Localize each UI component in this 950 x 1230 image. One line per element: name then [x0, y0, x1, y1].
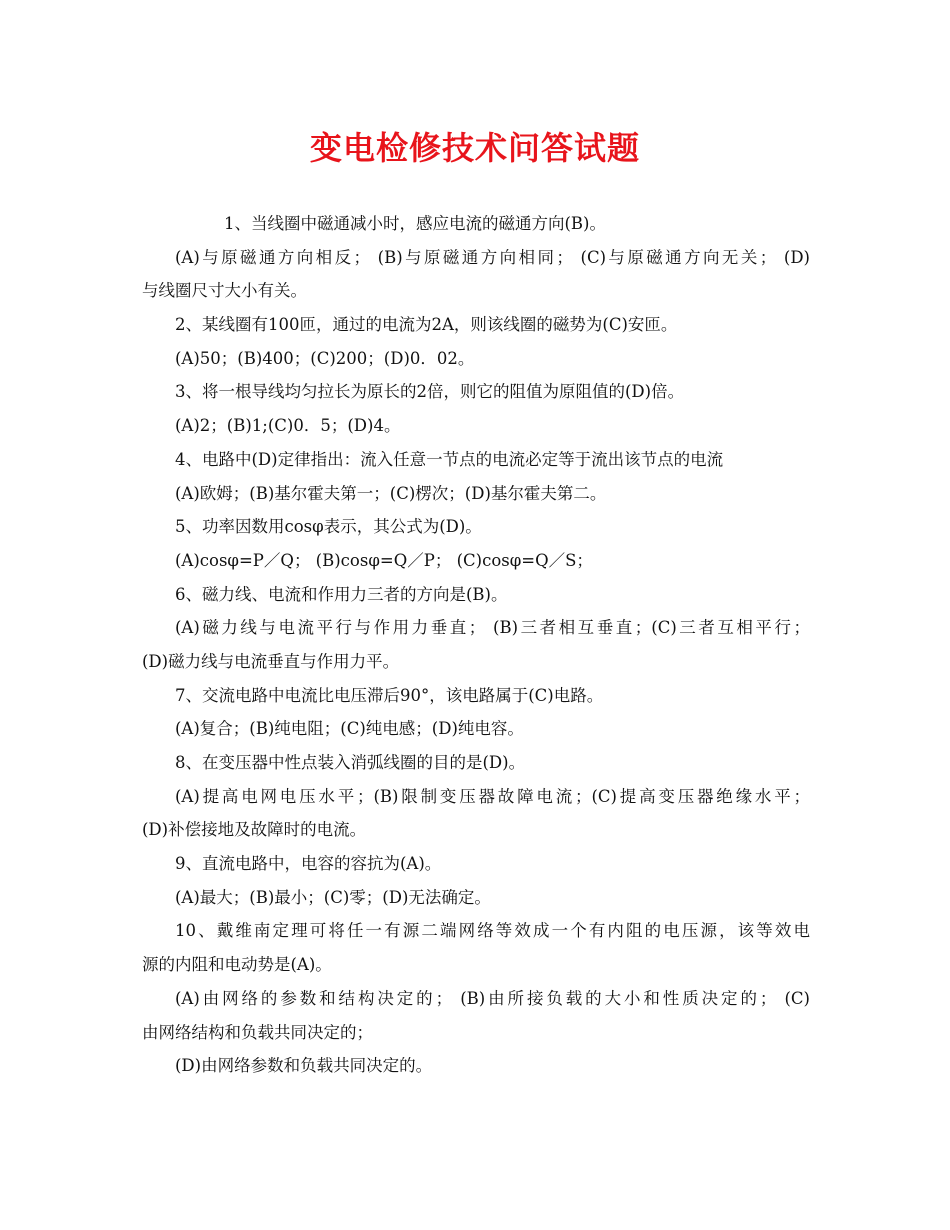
question-1-options: (A)与原磁通方向相反； (B)与原磁通方向相同； (C)与原磁通方向无关； (D): [175, 247, 810, 267]
question-9: 9、直流电路中，电容的容抗为(A)。: [175, 854, 442, 874]
question-7-options: (A)复合；(B)纯电阻；(C)纯电感；(D)纯电容。: [175, 719, 524, 739]
document-title: 变电检修技术问答试题: [309, 129, 640, 167]
document-body: [142, 207, 810, 1083]
question-10-options-cont: 由网络结构和负载共同决定的；: [142, 1022, 373, 1042]
question-10-options: (A)由网络的参数和结构决定的； (B)由所接负载的大小和性质决定的； (C): [175, 988, 810, 1008]
question-7: 7、交流电路中电流比电压滞后90°，该电路属于(C)电路。: [175, 685, 604, 705]
question-1: 1、当线圈中磁通减小时，感应电流的磁通方向(B)。: [224, 214, 606, 233]
question-6: 6、磁力线、电流和作用力三者的方向是(B)。: [175, 584, 508, 604]
question-3: 3、将一根导线均匀拉长为原长的2倍，则它的阻值为原阻值的(D)倍。: [175, 382, 685, 402]
question-6-options-cont: (D)磁力线与电流垂直与作用力平。: [142, 651, 400, 671]
question-1-options-cont: 与线圈尺寸大小有关。: [142, 281, 307, 301]
question-6-options: (A)磁力线与电流平行与作用力垂直； (B)三者相互垂直；(C)三者互相平行；: [175, 618, 810, 638]
question-3-options: (A)2；(B)1;(C)0．5；(D)4。: [175, 416, 401, 436]
question-5: 5、功率因数用cosφ表示，其公式为(D)。: [175, 517, 482, 537]
question-2: 2、某线圈有100匝，通过的电流为2A，则该线圈的磁势为(C)安匝。: [175, 315, 678, 335]
question-8-options-cont: (D)补偿接地及故障时的电流。: [142, 820, 367, 840]
question-8: 8、在变压器中性点装入消弧线圈的目的是(D)。: [175, 753, 526, 772]
question-10-cont: 源的内阻和电动势是(A)。: [142, 955, 332, 975]
question-9-options: (A)最大；(B)最小；(C)零；(D)无法确定。: [175, 887, 491, 907]
question-10: 10、戴维南定理可将任一有源二端网络等效成一个有内阻的电压源，该等效电: [175, 921, 810, 941]
question-4: 4、电路中(D)定律指出：流入任意一节点的电流必定等于流出该节点的电流: [175, 449, 724, 469]
question-2-options: (A)50；(B)400；(C)200；(D)0．02。: [175, 348, 475, 368]
question-5-options: (A)cosφ=P／Q； (B)cosφ=Q／P； (C)cosφ=Q／S；: [175, 550, 593, 570]
question-10-options-last: (D)由网络参数和负载共同决定的。: [175, 1056, 433, 1076]
question-4-options: (A)欧姆；(B)基尔霍夫第一；(C)楞次；(D)基尔霍夫第二。: [175, 483, 607, 503]
question-8-options: (A)提高电网电压水平；(B)限制变压器故障电流；(C)提高变压器绝缘水平；: [175, 786, 810, 806]
